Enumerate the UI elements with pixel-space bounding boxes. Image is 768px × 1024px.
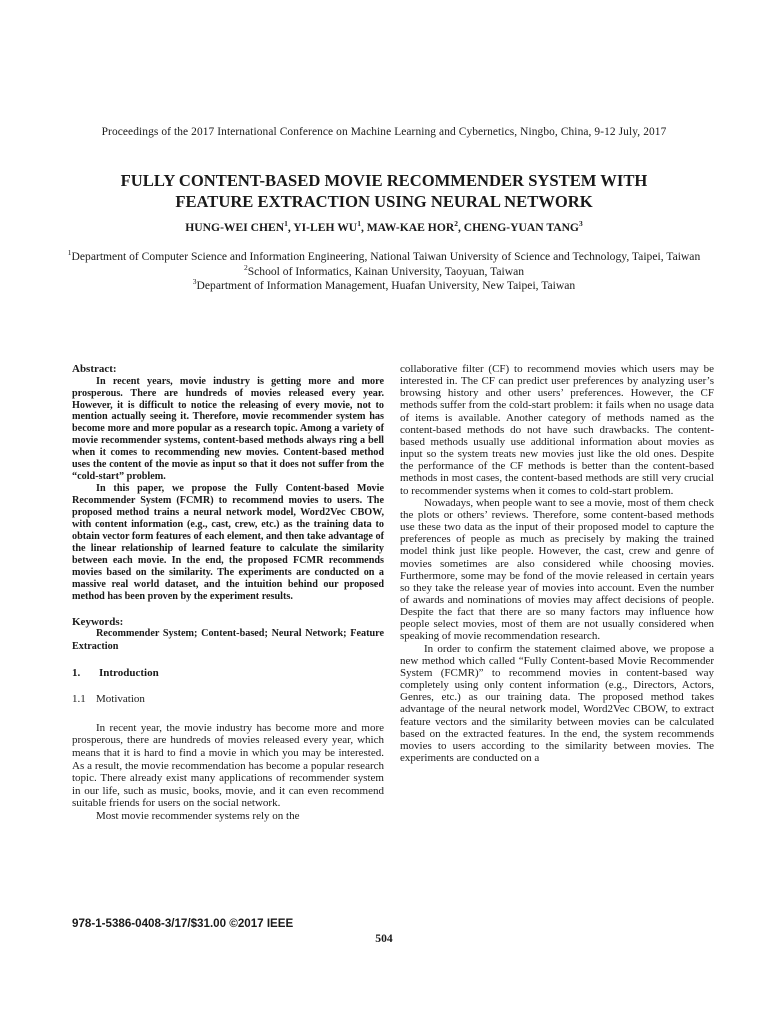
page-number: 504 [375,932,393,945]
section-heading-introduction [72,667,384,680]
body-paragraph: collaborative filter (CF) to recommend movies which users may be interested in. The CF can predict user preferences by analyzing user’s browsing history and other users’ preferences. However, the CF methods suffer from the cold-start problem: it fails when no usage data of items is available. Another category of methods named as the content-based methods do not have such drawbacks. The content-based methods usually use additional information about movies as input so the system treats new movies just like the old ones. Despite the performance of the CF methods is better than the content-based methods in most cases, the content-based methods are still very crucial to recommender systems when it comes to cold-start problem. [400,363,714,497]
author-separator: , [360,221,367,234]
author-affil-marker: 2 [454,219,458,229]
subsection-title: Motivation [96,693,145,706]
author-name: HUNG-WEI CHEN [185,221,285,234]
affiliation-text: Department of Information Management, Huafan University, New Taipei, Taiwan [196,279,576,293]
author-affil-marker: 1 [284,219,288,229]
body-paragraph: In order to confirm the statement claimed above, we propose a new method which called “Fully Content-based Movie Recommender System (FCMR)” to recommend movies in content-based way completely using only content information (e.g., Directors, Actors, Genres, etc.) as our training data. The proposed method takes advantage of the neural network model, Word2Vec CBOW, to extract feature vectors and the similarity between movies can be calculated based on the extracted features. In the end, the system recommends movies to users according to the similarity between movies. The experiments are conducted on a [400,642,714,764]
subsection-heading-motivation [72,693,384,706]
title-line-2: FEATURE EXTRACTION USING NEURAL NETWORK [175,192,593,211]
affiliation-text: Department of Computer Science and Information Engineering, National Taiwan University of Science and Technology, Taipei, Taiwan [71,250,701,263]
author-name: CHENG-YUAN TANG [463,221,579,234]
right-column [400,363,714,764]
title-line-1: FULLY CONTENT-BASED MOVIE RECOMMENDER SYSTEM WITH [120,171,648,190]
section-number: 1. [72,666,81,679]
author-affil-marker: 1 [357,219,361,229]
section-title: Introduction [99,666,159,679]
affiliation-marker: 2 [243,262,248,272]
affiliation-marker: 1 [67,248,72,258]
abstract-paragraph-2: In this paper, we propose the Fully Content-based Movie Recommender System (FCMR) to recommend movies to users. The proposed method trains a neural network model, Word2Vec CBOW, with content information (e.g., cast, crew, etc.) as the training data to obtain vector form features of each element, and then take advantage of the linear relationship of learned feature to calculate the similarity between each movie. In the end, the proposed FCMR recommends movies based on the similarity. The experiments are conducted on a massive real world dataset, and the intuition behind our proposed method has been proven by the experiment results. [72,483,384,602]
abstract-paragraph-1: In recent years, movie industry is getting more and more prosperous. There are hundreds of movies released every year. However, it is difficult to notice the releasing of every movie, not to mention actually seeing it. Therefore, movie recommender system has become more and more popular as a research topic. Among a variety of movie recommender systems, content-based methods always ring a bell when it comes to recommending new movies. Content-based method uses the content of the movie as input so that it does not suffer from the “cold-start” problem. [72,375,384,483]
paper-title [60,170,708,212]
body-paragraph: Most movie recommender systems rely on the [96,810,300,823]
affiliation-3 [60,279,708,294]
subsection-number: 1.1 [72,693,86,706]
body-paragraph: Nowadays, when people want to see a movie, most of them check the plots or others’ reviews. Therefore, some content-based methods use these two data as the input of their proposed model to capture the preferences of people as much as precisely by making the trained model think just like people. However, the cast, crew and genre of movies sometimes are also considered while choosing movies. Furthermore, some may be fond of the movie released in certain years so they take the release year of movies into account. Even the number of awards and nominations of movies may affect decisions of people. Despite the fact that there are so many factors may influence how people select movies, most of them are not usually considered when speaking of movie recommendation research. [400,496,714,643]
left-column [72,363,384,823]
author-name: MAW-KAE HOR [366,221,455,234]
abstract-heading: Abstract: [72,363,117,375]
copyright-footer: 978-1-5386-0408-3/17/$31.00 ©2017 IEEE [72,917,294,930]
author-name: YI-LEH WU [293,221,358,234]
keywords-heading: Keywords: [72,615,124,628]
affiliation-marker: 3 [192,277,197,287]
affiliation-text: School of Informatics, Kainan University, Taoyuan, Taiwan [247,264,525,278]
affiliation-2 [60,262,708,280]
author-separator: , [287,221,294,234]
author-list [0,221,768,234]
affiliations [60,250,708,294]
author-separator: , [457,221,464,234]
keywords-text: Recommender System; Content-based; Neural Network; Feature Extraction [72,628,384,652]
author-affil-marker: 3 [578,219,583,229]
body-paragraph: In recent year, the movie industry has become more and more prosperous, there are hundreds of movies released every year, which means that it is hard to find a movie in which you may be interested. As a result, the movie recommendation has become a popular research topic. There already exist many applications of recommender system in our life, such as music, books, movie, and it can even recommend suitable friends for users on the social network. [72,721,384,810]
affiliation-1 [60,250,708,265]
proceedings-header: Proceedings of the 2017 International Conference on Machine Learning and Cybernetics, Ningbo, China, 9-12 July, 2017 [101,126,667,138]
